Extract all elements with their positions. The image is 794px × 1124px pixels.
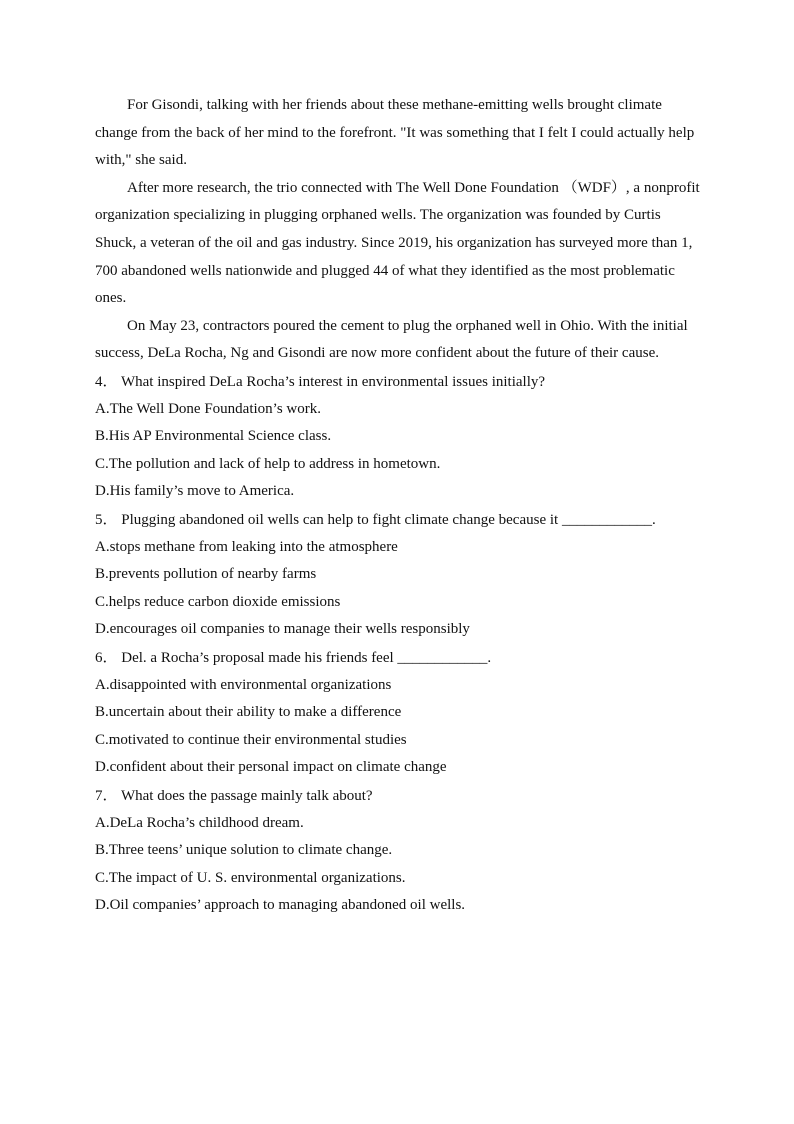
option-b: B.His AP Environmental Science class.	[95, 428, 332, 445]
question-stem: 7． What does the passage mainly talk about?	[95, 787, 373, 804]
option-c: C.The pollution and lack of help to address in hometown.	[95, 455, 441, 472]
option-d: D.Oil companies’ approach to managing abandoned oil wells.	[95, 897, 466, 914]
option-b: B.prevents pollution of nearby farms	[95, 566, 317, 583]
option-b: B.Three teens’ unique solution to climate change.	[95, 842, 393, 859]
question-7	[95, 782, 700, 920]
option-c: C.helps reduce carbon dioxide emissions	[95, 593, 341, 610]
option-b: B.uncertain about their ability to make a difference	[95, 704, 402, 721]
passage-paragraph-1: For Gisondi, talking with her friends about these methane-emitting wells brought climate change from the back of her mind to the forefront. "It was something that I felt I could actually help with," she said.	[95, 97, 695, 169]
option-a: A.The Well Done Foundation’s work.	[95, 400, 321, 417]
option-c: C.The impact of U. S. environmental organizations.	[95, 869, 406, 886]
option-d: D.His family’s move to America.	[95, 483, 295, 500]
question-5	[95, 506, 700, 644]
document-content	[95, 92, 700, 920]
question-stem: 5． Plugging abandoned oil wells can help to fight climate change because it ____________.	[95, 511, 656, 528]
question-stem: 6． Del. a Rocha’s proposal made his friends feel ____________.	[95, 649, 492, 666]
question-4	[95, 368, 700, 506]
option-c: C.motivated to continue their environmental studies	[95, 731, 407, 748]
option-a: A.disappointed with environmental organizations	[95, 676, 392, 693]
question-stem: 4． What inspired DeLa Rocha’s interest in environmental issues initially?	[95, 373, 546, 390]
passage-paragraph-3: On May 23, contractors poured the cement to plug the orphaned well in Ohio. With the initial success, DeLa Rocha, Ng and Gisondi are now more confident about the future of their cause.	[95, 317, 688, 362]
reading-passage	[95, 92, 700, 368]
question-6	[95, 644, 700, 782]
passage-paragraph-2: After more research, the trio connected with The Well Done Foundation （WDF）, a nonprofit organization specializing in plugging orphaned wells. The organization was founded by Curtis Shuck, a veteran of the oil and gas industry. Since 2019, his organization has surveyed more than 1, 700 abandoned wells nationwide and plugged 44 of what they identified as the most problematic ones.	[95, 179, 700, 307]
option-d: D.confident about their personal impact on climate change	[95, 759, 447, 776]
option-a: A.DeLa Rocha’s childhood dream.	[95, 814, 304, 831]
option-a: A.stops methane from leaking into the atmosphere	[95, 538, 398, 555]
option-d: D.encourages oil companies to manage their wells responsibly	[95, 621, 470, 638]
